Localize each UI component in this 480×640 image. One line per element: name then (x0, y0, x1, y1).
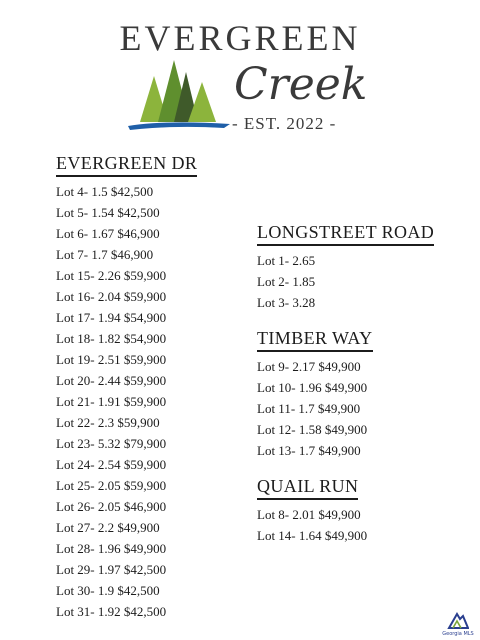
lot-list (56, 181, 197, 622)
lot-item: Lot 14- 1.64 $49,900 (257, 528, 368, 543)
lot-list (257, 250, 434, 313)
georgia-mls-label: Georgia MLS (442, 631, 474, 637)
logo-established: - EST. 2022 - (232, 114, 337, 133)
lot-item: Lot 23- 5.32 $79,900 (56, 436, 167, 451)
lot-item: Lot 19- 2.51 $59,900 (56, 352, 167, 367)
lot-item: Lot 16- 2.04 $59,900 (56, 289, 167, 304)
lot-item: Lot 13- 1.7 $49,900 (257, 443, 361, 458)
section-heading: LONGSTREET ROAD (257, 221, 434, 246)
lot-item: Lot 27- 2.2 $49,900 (56, 520, 160, 535)
lot-item: Lot 2- 1.85 (257, 274, 316, 289)
section-quail-run (257, 475, 367, 546)
lot-item: Lot 7- 1.7 $46,900 (56, 247, 154, 262)
lot-item: Lot 31- 1.92 $42,500 (56, 604, 167, 619)
lot-item: Lot 4- 1.5 $42,500 (56, 184, 154, 199)
lot-item: Lot 6- 1.67 $46,900 (56, 226, 160, 241)
lot-item: Lot 21- 1.91 $59,900 (56, 394, 167, 409)
lot-item: Lot 25- 2.05 $59,900 (56, 478, 167, 493)
lot-item: Lot 17- 1.94 $54,900 (56, 310, 167, 325)
lot-item: Lot 20- 2.44 $59,900 (56, 373, 167, 388)
logo-script-creek: Creek (234, 59, 368, 110)
lot-item: Lot 29- 1.97 $42,500 (56, 562, 167, 577)
lot-item: Lot 30- 1.9 $42,500 (56, 583, 160, 598)
lot-item: Lot 1- 2.65 (257, 253, 316, 268)
evergreen-trees-icon (124, 54, 234, 132)
lot-item: Lot 22- 2.3 $59,900 (56, 415, 160, 430)
section-evergreen-dr (56, 152, 197, 622)
lot-item: Lot 10- 1.96 $49,900 (257, 380, 368, 395)
section-longstreet-road (257, 221, 434, 313)
lot-item: Lot 26- 2.05 $46,900 (56, 499, 167, 514)
lot-item: Lot 9- 2.17 $49,900 (257, 359, 361, 374)
lot-item: Lot 12- 1.58 $49,900 (257, 422, 368, 437)
lot-item: Lot 3- 3.28 (257, 295, 316, 310)
lot-item: Lot 11- 1.7 $49,900 (257, 401, 361, 416)
section-heading: TIMBER WAY (257, 327, 373, 352)
lot-item: Lot 8- 2.01 $49,900 (257, 507, 361, 522)
lot-item: Lot 24- 2.54 $59,900 (56, 457, 167, 472)
lot-item: Lot 18- 1.82 $54,900 (56, 331, 167, 346)
section-heading: EVERGREEN DR (56, 152, 197, 177)
lot-list (257, 356, 373, 461)
lot-item: Lot 28- 1.96 $49,900 (56, 541, 167, 556)
section-timber-way (257, 327, 373, 461)
logo-title: EVERGREEN (119, 18, 361, 58)
lot-item: Lot 15- 2.26 $59,900 (56, 268, 167, 283)
lot-list (257, 504, 367, 546)
section-heading: QUAIL RUN (257, 475, 358, 500)
lot-item: Lot 5- 1.54 $42,500 (56, 205, 160, 220)
